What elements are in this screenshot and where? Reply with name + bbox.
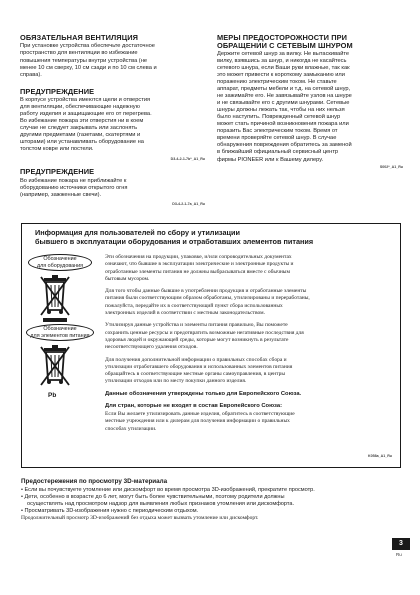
box-paragraph-1: Эти обозначения на продукции, упаковке, и/или сопроводительных документах означают, что бывшие в эксплуатации электрические и электронные продукты и отработанные элементы питания не должны выбрасываться вместе с обычным бытовым мусором. — [105, 254, 294, 282]
3d-precautions — [21, 478, 406, 522]
3d-heading: Предостережения по просмотру 3D-материала — [21, 478, 168, 485]
crossed-bin-battery-icon — [38, 344, 72, 390]
3d-footnote: Продолжительный просмотр 3D-изображений без отдыха может вызвать утомление или дискомфорт. — [21, 515, 259, 522]
non-eu-heading: Для стран, которые не входят в состав Европейского Союза: — [105, 402, 283, 409]
box-paragraph-2: Для того чтобы данные бывшие в употреблении продукция и отработанные элементы питания были соответствующим образом обработаны, утилизированы и переработаны, пожалуйста, передайте их в соответствующий пункт сбора использованных электронных изделий в соответствии с местным законодательством. — [105, 288, 310, 317]
warning-heading-1: ПРЕДУПРЕЖДЕНИЕ — [20, 86, 95, 96]
warning-text-2: Во избежание пожара не приближайте к оборудованию источники открытого огня (например, зажженные свечи). — [20, 177, 128, 198]
warning-code-1: D3-4-2-1-7b*_A1_Ru — [170, 157, 205, 162]
ventilation-text: При установке устройства обеспечьте достаточное пространство для вентиляции во избежание повышения температуры внутри устройства (не менее 10 см сверху, 10 см сзади и по 10 см слева и справа). — [20, 43, 157, 78]
box-title: Информация для пользователей по сбору и утилизации бывшего в эксплуатации оборудования и отработавших элементов питания — [35, 228, 314, 246]
box-paragraph-5: Если Вы желаете утилизировать данные изделия, обратитесь в соответствующие местные учреждения или к дилерам для получения информации о правильных способах утилизации. — [105, 411, 295, 432]
battery-symbol-label: Обозначение для элементов питания — [26, 324, 94, 341]
page-number: 3 — [392, 538, 410, 550]
power-cord-text: Держите сетевой шнур за вилку. Не вытаскивайте вилку, взявшись за шнур, и никогда не касайтесь сетевого шнура, если Ваши руки влажные, так как это может привести к короткому замыканию или поражению электрическим током. Не ставьте аппарат, предметы мебели и т.д. на сетевой шнур, не зажимайте его. Не завязывайте узлов на шнуре и не связывайте его с другими шнурами. Сетевые шнуры должны лежать так, чтобы на них нельзя было наступить. Поврежденный сетевой шнур может стать причиной возникновения пожара или поразить Вас электрическим током. Время от времени проверяйте сетевой шнур. В случае обнаружения повреждения обратитесь за заменой в ближайший официальный сервисный центр фирмы PIONEER или к Вашему дилеру. — [217, 50, 352, 163]
ventilation-heading: ОБЯЗАТЕЛЬНАЯ ВЕНТИЛЯЦИЯ — [20, 33, 139, 42]
power-cord-heading: МЕРЫ ПРЕДОСТОРОЖНОСТИ ПРИ ОБРАЩЕНИИ С СЕТЕВЫМ ШНУРОМ — [217, 33, 353, 51]
power-cord-code: S002*_A1_Ru — [379, 164, 403, 169]
eu-only-note: Данные обозначения утверждены только для Европейского Союза. — [105, 390, 302, 397]
3d-bullets: • Если вы почувствуете утомление или дискомфорт во время просмотра 3D-изображений, прекратите просмотр. • Дети, особенно в возрасте до 6 лет, могут быть более чувствительными, поэтому родители должны осуществлять над просмотром надзор для выявления любых признаков утомления или дискомфорта. • Просматривать 3D-изображения нужно с периодическим отдыхом. — [21, 487, 315, 515]
warning-text-1: В корпусе устройства имеются щели и отверстия для вентиляции, обеспечивающие надежную работу изделия и защищающие его от перегрева. Во избежание пожара эти отверстия ни в коем случае не следует закрывать или заслонять другими предметами (газетами, скатертями и шторами) или устанавливать оборудование на толстом ковре или постели. — [20, 97, 152, 153]
warning-code-2: D3-4-2-1-7a_A1_Ru — [172, 201, 205, 206]
page-language: Ru — [396, 552, 402, 557]
box-text — [105, 254, 395, 433]
right-column — [217, 34, 403, 169]
disposal-info-box — [21, 223, 401, 468]
equipment-symbol-label: Обозначение для оборудования — [28, 254, 92, 271]
crossed-bin-icon — [38, 274, 72, 324]
warning-heading-2: ПРЕДУПРЕЖДЕНИЕ — [20, 167, 95, 177]
left-column — [20, 34, 205, 206]
box-paragraph-4: Для получения дополнительной информации о правильных способах сбора и утилизации отработавшего оборудования и использованных элементов питания обращайтесь в соответствующие местные органы самоуправления, в центры утилизации отходов или по месту покупки данного изделия. — [105, 356, 293, 385]
box-code: K058a_A1_Ru — [368, 454, 392, 458]
pb-label: Pb — [48, 392, 57, 399]
box-paragraph-3: Утилизируя данные устройства и элементы питания правильно, Вы поможете сохранить ценные ресурсы и предотвратить возможные негативные последствия для здоровья людей и окружающей среды, которые могут возникнуть в результате несоответствующего удаления отходов. — [105, 322, 304, 351]
